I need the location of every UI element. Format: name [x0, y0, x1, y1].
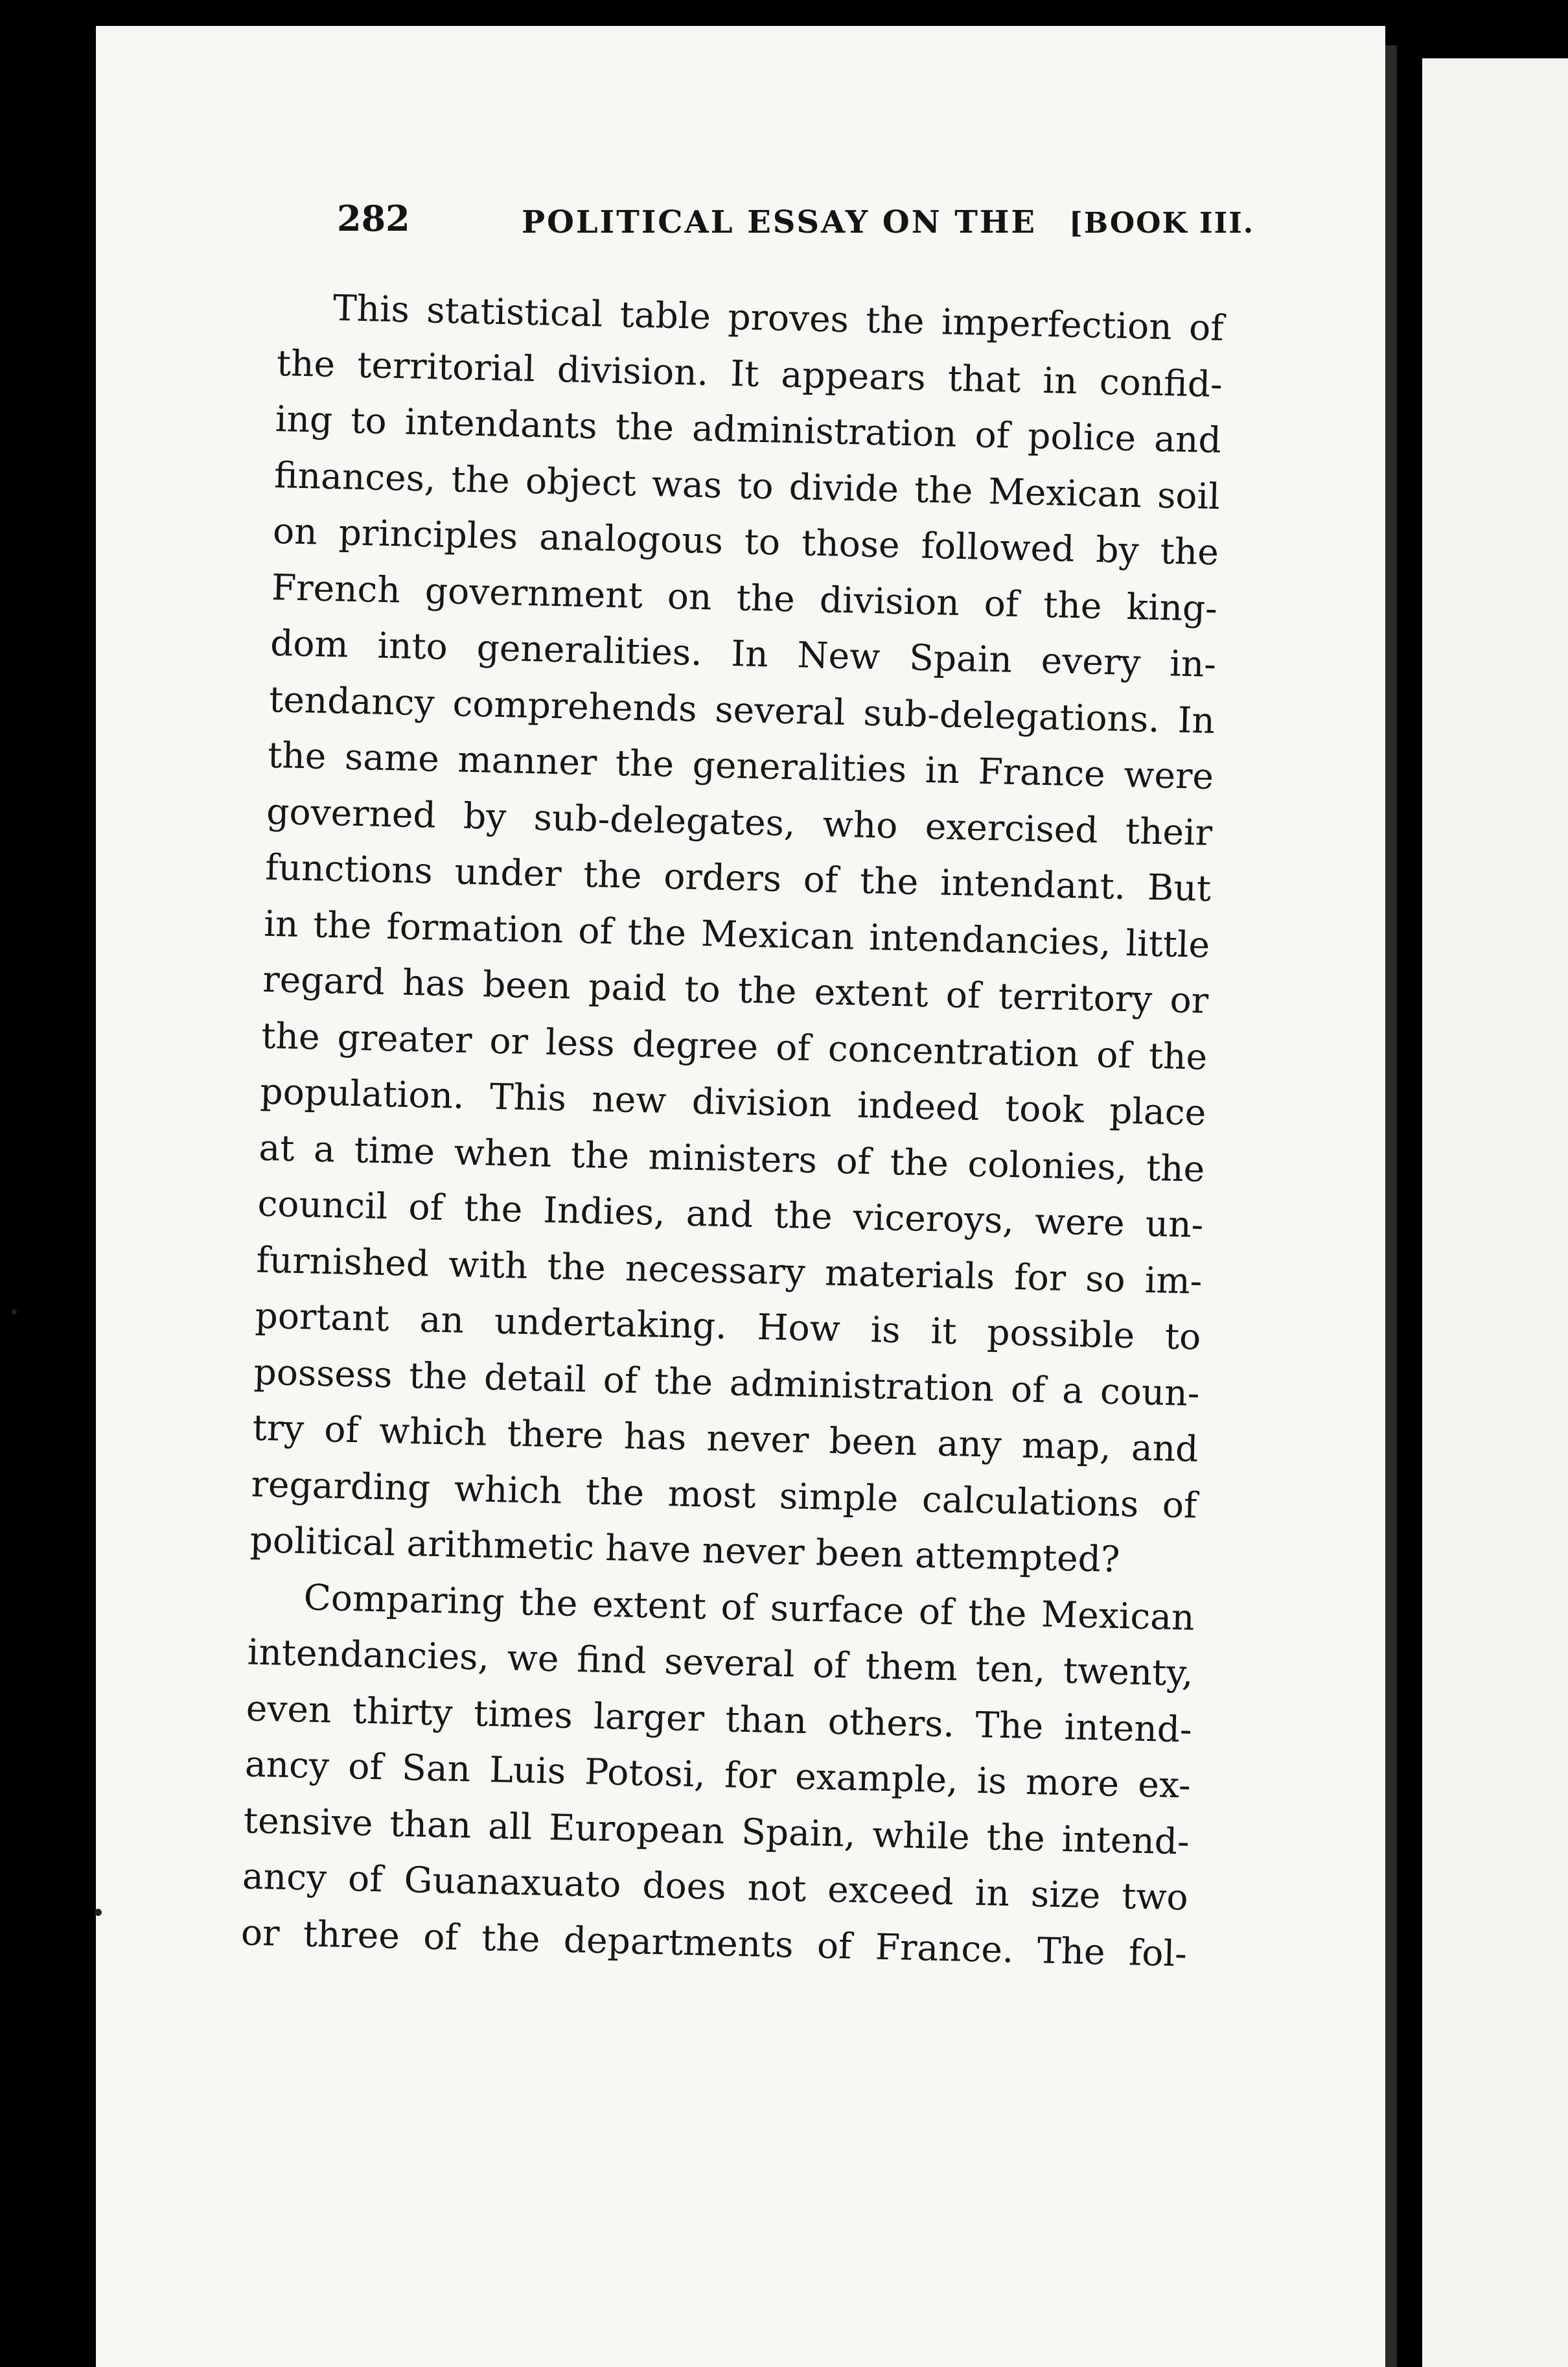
paragraph [240, 1568, 1195, 1981]
text-line: French government on the division of the king- [271, 566, 1218, 629]
text-line: population. This new division indeed took place [259, 1070, 1206, 1134]
text-line: This statistical table proves the imperfection of [332, 286, 1225, 349]
text-line: political arithmetic have never been attempted? [249, 1519, 1121, 1580]
running-title: POLITICAL ESSAY ON THE [522, 204, 1037, 240]
paragraph [249, 279, 1225, 1589]
text-line: portant an undertaking. How is it possible to [254, 1294, 1202, 1358]
text-line: council of the Indies, and the viceroys, were un- [257, 1182, 1204, 1246]
running-head [337, 198, 1309, 256]
scan-speck [95, 1909, 102, 1916]
text-line: Comparing the extent of surface of the Mexican [303, 1576, 1195, 1638]
text-line: tensive than all European Spain, while the intend- [243, 1799, 1190, 1863]
text-line: dom into generalities. In New Spain every in- [270, 622, 1217, 685]
text-line: on principles analogous to those followed by the [272, 509, 1219, 574]
text-line: intendancies, we find several of them ten, twenty, [247, 1631, 1194, 1694]
scan-speck [12, 1309, 17, 1314]
body-text [240, 279, 1224, 1981]
text-line: the same manner the generalities in France were [267, 734, 1214, 797]
text-line: functions under the orders of the intendant. But [264, 846, 1212, 909]
text-line: at a time when the ministers of the colonies, the [258, 1126, 1205, 1190]
page-gutter [1385, 45, 1397, 2367]
book-section-label: [BOOK III. [1069, 207, 1255, 240]
text-line: furnished with the necessary materials for so im- [255, 1239, 1203, 1302]
text-line: ing to intendants the administration of police and [275, 397, 1222, 461]
text-line: the greater or less degree of concentration of the [260, 1014, 1208, 1078]
page-number: 282 [337, 198, 410, 239]
text-line: or three of the departments of France. The fol- [240, 1911, 1188, 1974]
text-line: governed by sub-delegates, who exercised their [266, 790, 1213, 854]
facing-page-edge [1422, 58, 1568, 2367]
text-line: ancy of San Luis Potosi, for example, is more ex- [244, 1743, 1192, 1806]
text-line: the territorial division. It appears that in confid- [276, 342, 1223, 405]
text-line: even thirty times larger than others. The intend- [246, 1686, 1193, 1751]
text-line: ancy of Guanaxuato does not exceed in size two [242, 1855, 1189, 1918]
text-line: regard has been paid to the extent of territory or [262, 958, 1209, 1021]
text-line: regarding which the most simple calculations of [251, 1463, 1198, 1526]
text-line: in the formation of the Mexican intendancies, little [263, 902, 1210, 966]
text-line: try of which there has never been any map, and [252, 1406, 1199, 1470]
text-line: possess the detail of the administration of a coun- [253, 1351, 1201, 1414]
text-line: tendancy comprehends several sub-delegations. In [268, 678, 1216, 741]
text-line: finances, the object was to divide the Mexican soil [273, 454, 1221, 517]
